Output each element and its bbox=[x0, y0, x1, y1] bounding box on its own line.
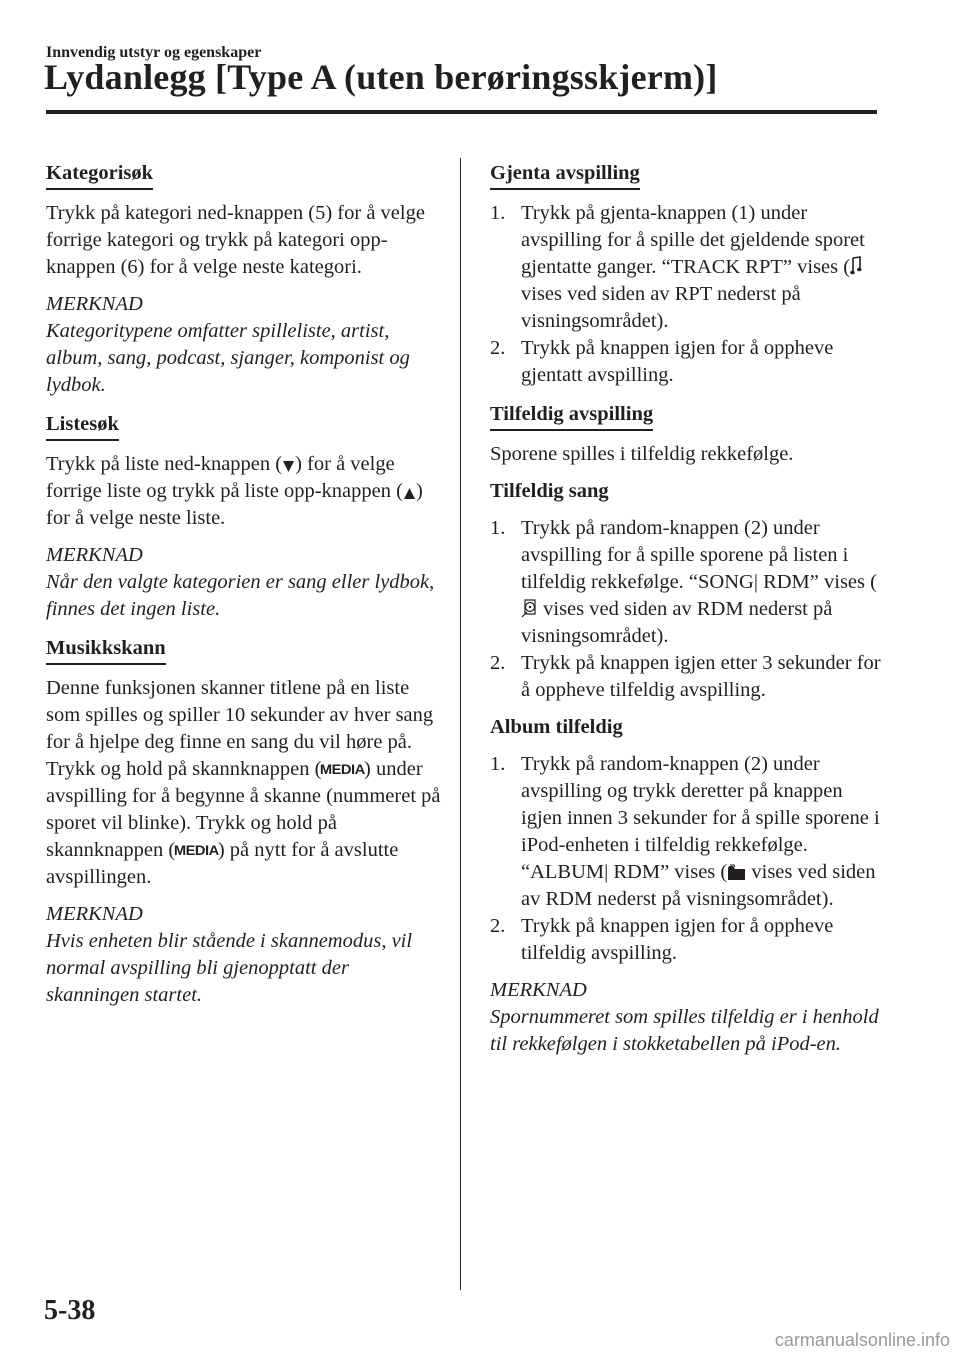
kategorisok-section bbox=[46, 160, 441, 399]
text-run: ) på nytt for å avslutte avspillingen. bbox=[46, 839, 399, 888]
text-run: Trykk på liste ned-knappen ( bbox=[46, 453, 283, 475]
tilfeldig-body: Sporene spilles i tilfeldig rekkefølge. bbox=[490, 443, 794, 465]
musikkskann-heading: Musikkskann bbox=[46, 635, 166, 665]
list-number: 2. bbox=[490, 337, 506, 359]
musikkskann-section bbox=[46, 635, 441, 1009]
text-run: vises ved siden av RPT nederst på visningsområdet). bbox=[521, 283, 801, 332]
note-title: MERKNAD bbox=[46, 293, 143, 315]
tilfeldig-heading: Tilfeldig avspilling bbox=[490, 401, 653, 431]
list-item bbox=[490, 335, 885, 389]
tilfeldig-sang-title: Tilfeldig sang bbox=[490, 480, 609, 502]
list-item bbox=[490, 200, 885, 335]
text-run: Trykk og hold på skannknappen ( bbox=[46, 758, 322, 780]
list-item bbox=[490, 650, 885, 704]
note-title: MERKNAD bbox=[46, 544, 143, 566]
note-title: MERKNAD bbox=[490, 979, 587, 1001]
right-column bbox=[490, 160, 885, 1070]
text-run: Trykk på knappen igjen for å oppheve gjentatt avspilling. bbox=[521, 337, 834, 386]
tilfeldig-sang-list bbox=[490, 515, 885, 704]
list-number: 2. bbox=[490, 915, 506, 937]
note-title: MERKNAD bbox=[46, 903, 143, 925]
gjenta-section bbox=[490, 160, 885, 389]
triangle-up-icon bbox=[403, 486, 416, 500]
list-number: 2. bbox=[490, 652, 506, 674]
watermark: carmanualsonline.info bbox=[774, 1330, 950, 1350]
text-run: vises ved siden av RDM nederst på visningsområdet). bbox=[521, 861, 876, 910]
listesok-heading: Listesøk bbox=[46, 411, 119, 441]
header-rule bbox=[46, 110, 877, 114]
music-note-icon bbox=[850, 256, 862, 276]
gjenta-list bbox=[490, 200, 885, 389]
list-number: 1. bbox=[490, 517, 506, 539]
album-tilfeldig-title: Album tilfeldig bbox=[490, 716, 623, 738]
text-run: ) for å velge neste liste. bbox=[46, 480, 423, 529]
text-run: Trykk på knappen igjen for å oppheve tilfeldig avspilling. bbox=[521, 915, 834, 964]
text-run: Trykk på knappen igjen etter 3 sekunder for å oppheve tilfeldig avspilling. bbox=[521, 652, 881, 701]
note-text: Kategoritypene omfatter spilleliste, artist, album, sang, podcast, sjanger, komponist og lydbok. bbox=[46, 320, 410, 396]
list-number: 1. bbox=[490, 202, 506, 224]
musikkskann-body-1: Denne funksjonen skanner titlene på en liste som spilles og spiller 10 sekunder av hver sang for å hjelpe deg finne en sang du vil høre på. bbox=[46, 677, 434, 753]
media-icon: MEDIA bbox=[174, 842, 219, 858]
list-item bbox=[490, 515, 885, 650]
text-run: vises ved siden av RDM nederst på visningsområdet). bbox=[521, 598, 833, 647]
note-text: Spornummeret som spilles tilfeldig er i henhold til rekkefølgen i stokketabellen på iPod-en. bbox=[490, 1006, 879, 1055]
text-run: Trykk på random-knappen (2) under avspilling for å spille sporene på listen i tilfeldig rekkefølge. “SONG| RDM” vises ( bbox=[521, 517, 877, 593]
note-text: Når den valgte kategorien er sang eller lydbok, finnes det ingen liste. bbox=[46, 571, 435, 620]
list-item bbox=[490, 751, 885, 913]
triangle-down-icon bbox=[282, 459, 295, 473]
text-run: ) under avspilling for å begynne å skanne (nummeret på sporet vil blinke). Trykk og hold på skannknappen ( bbox=[46, 758, 441, 861]
list-number: 1. bbox=[490, 753, 506, 775]
kategorisok-body: Trykk på kategori ned-knappen (5) for å velge forrige kategori og trykk på kategori opp-knappen (6) for å velge neste kategori. bbox=[46, 202, 425, 278]
text-run: Trykk på gjenta-knappen (1) under avspilling for å spille det gjeldende sporet gjentatte ganger. “TRACK RPT” vises ( bbox=[521, 202, 865, 278]
tilfeldig-section bbox=[490, 401, 885, 1058]
column-divider bbox=[460, 158, 461, 1290]
gjenta-heading: Gjenta avspilling bbox=[490, 160, 640, 190]
folder-icon bbox=[727, 864, 746, 881]
disc-icon bbox=[521, 599, 538, 618]
list-item bbox=[490, 913, 885, 967]
album-tilfeldig-list bbox=[490, 751, 885, 967]
listesok-body bbox=[46, 451, 441, 532]
text-run: ) for å velge forrige liste og trykk på liste opp-knappen ( bbox=[46, 453, 403, 502]
left-column bbox=[46, 160, 441, 1021]
note-text: Hvis enheten blir stående i skannemodus, vil normal avspilling bli gjenopptatt der skanningen startet. bbox=[46, 930, 413, 1006]
page-number: 5-38 bbox=[44, 1295, 96, 1326]
text-run: Trykk på random-knappen (2) under avspilling og trykk deretter på knappen igjen innen 3 sekunder for å spille sporene i iPod-enheten i tilfeldig rekkefølge. “ALBUM| RDM” vises ( bbox=[521, 753, 880, 883]
section-header: Innvendig utstyr og egenskaper bbox=[46, 44, 262, 61]
kategorisok-heading: Kategorisøk bbox=[46, 160, 153, 190]
page-title: Lydanlegg [Type A (uten berøringsskjerm)] bbox=[44, 57, 718, 97]
listesok-section bbox=[46, 411, 441, 623]
musikkskann-body-2 bbox=[46, 756, 441, 891]
media-icon: MEDIA bbox=[320, 761, 366, 777]
